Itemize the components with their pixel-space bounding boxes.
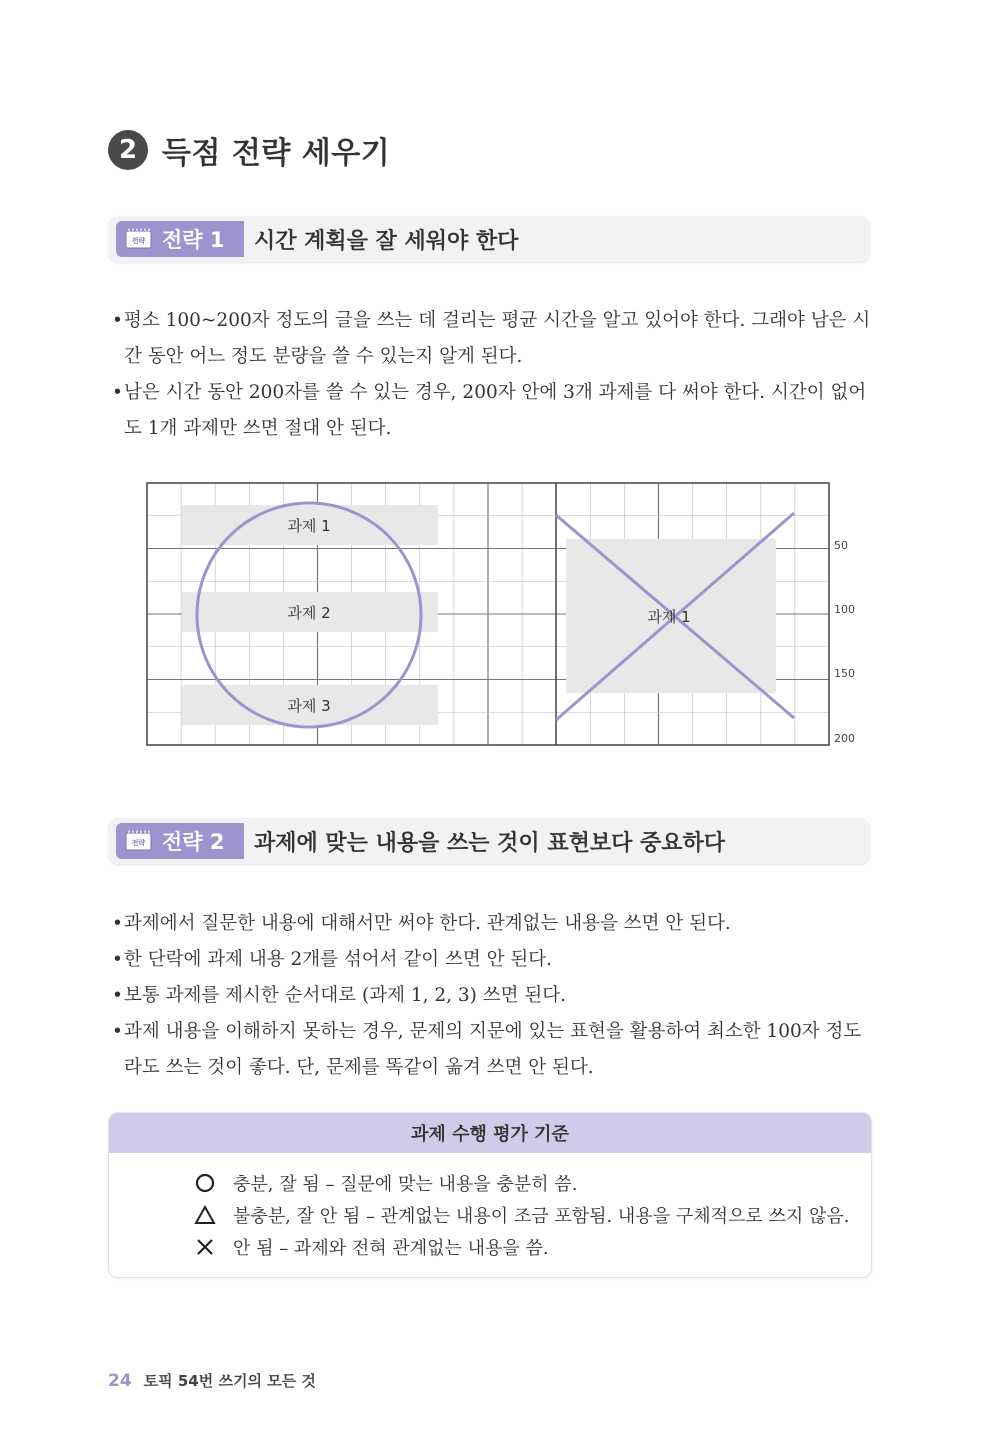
bullet-line: 라도 쓰는 것이 좋다. 단, 문제를 똑같이 옮겨 쓰면 안 된다. xyxy=(124,1057,594,1078)
evaluation-criteria-box xyxy=(108,1112,872,1278)
task-label-right: 과제 1 xyxy=(647,608,691,626)
bullet-item: • 과제에서 질문한 내용에 대해서만 써야 한다. 관계없는 내용을 쓰면 안 된다. xyxy=(112,906,874,942)
criteria-title: 과제 수행 평가 기준 xyxy=(109,1113,871,1153)
criteria-text: 충분, 잘 됨 – 질문에 맞는 내용을 충분히 씀. xyxy=(233,1174,578,1195)
task-label-2: 과제 2 xyxy=(287,604,331,622)
task-label-1: 과제 1 xyxy=(287,517,331,535)
section-heading xyxy=(108,128,390,172)
notebook-icon-label: 전략 xyxy=(131,839,146,847)
strategy-2-tag xyxy=(116,823,244,859)
strategy-1-tag xyxy=(116,221,244,257)
strategy-2-title: 과제에 맞는 내용을 쓰는 것이 표현보다 중요하다 xyxy=(254,830,725,856)
bullet-line: 과제에서 질문한 내용에 대해서만 써야 한다. 관계없는 내용을 쓰면 안 된다. xyxy=(124,913,731,934)
manuscript-grid-diagram xyxy=(146,482,866,748)
criteria-row xyxy=(193,1167,871,1199)
bullet-line: 남은 시간 동안 200자를 쓸 수 있는 경우, 200자 안에 3개 과제를 다 써야 한다. 시간이 없어 xyxy=(124,382,867,403)
bullet-line: 과제 내용을 이해하지 못하는 경우, 문제의 지문에 있는 표현을 활용하여 최소한 100자 정도 xyxy=(124,1021,862,1042)
book-title: 토픽 54번 쓰기의 모든 것 xyxy=(143,1372,316,1390)
criteria-row xyxy=(193,1231,871,1263)
criteria-text: 안 됨 – 과제와 전혀 관계없는 내용을 씀. xyxy=(233,1238,549,1259)
bullet-line: 한 단락에 과제 내용 2개를 섞어서 같이 쓰면 안 된다. xyxy=(124,949,552,970)
bullet-item: • 보통 과제를 제시한 순서대로 (과제 1, 2, 3) 쓰면 된다. xyxy=(112,978,874,1014)
strategy-2-bullets xyxy=(112,906,874,1086)
notebook-icon xyxy=(124,228,154,250)
bullet-item: • 한 단락에 과제 내용 2개를 섞어서 같이 쓰면 안 된다. xyxy=(112,942,874,978)
scale-tick: 50 xyxy=(834,539,848,552)
circle-icon xyxy=(193,1171,217,1195)
strategy-1-tag-label: 전략 1 xyxy=(162,228,225,252)
strategy-1-title: 시간 계획을 잘 세워야 한다 xyxy=(254,228,519,254)
cross-icon xyxy=(193,1235,217,1259)
scale-tick: 100 xyxy=(834,603,855,616)
notebook-icon-label: 전략 xyxy=(131,237,146,245)
criteria-text: 불충분, 잘 안 됨 – 관계없는 내용이 조금 포함됨. 내용을 구체적으로 쓰지 않음. xyxy=(233,1206,850,1227)
section-title: 득점 전략 세우기 xyxy=(162,136,391,171)
bullet-item: • 남은 시간 동안 200자를 쓸 수 있는 경우, 200자 안에 3개 과제를 다 써야 한다. 시간이 없어 도 1개 과제만 쓰면 절대 안 된다. xyxy=(112,375,874,447)
page-footer xyxy=(108,1370,316,1391)
bullet-item: • 과제 내용을 이해하지 못하는 경우, 문제의 지문에 있는 표현을 활용하여 최소한 100자 정도 라도 쓰는 것이 좋다. 단, 문제를 똑같이 옮겨 쓰면 안 된다. xyxy=(112,1014,874,1086)
section-number-badge: 2 xyxy=(108,130,148,170)
bullet-line: 평소 100~200자 정도의 글을 쓰는 데 걸리는 평균 시간을 알고 있어야 한다. 그래야 남은 시 xyxy=(124,310,871,331)
strategy-2-bar xyxy=(108,818,870,864)
strategy-2-tag-label: 전략 2 xyxy=(162,830,225,854)
notebook-icon xyxy=(124,830,154,852)
bullet-line: 도 1개 과제만 쓰면 절대 안 된다. xyxy=(124,418,392,439)
triangle-icon xyxy=(193,1203,217,1227)
bullet-line: 보통 과제를 제시한 순서대로 (과제 1, 2, 3) 쓰면 된다. xyxy=(124,985,566,1006)
scale-tick: 150 xyxy=(834,667,855,680)
scale-tick: 200 xyxy=(834,732,855,745)
bullet-item: • 평소 100~200자 정도의 글을 쓰는 데 걸리는 평균 시간을 알고 있어야 한다. 그래야 남은 시 간 동안 어느 정도 분량을 쓸 수 있는지 알게 된다. xyxy=(112,303,874,375)
page-number: 24 xyxy=(108,1371,132,1391)
task-label-3: 과제 3 xyxy=(287,697,331,715)
strategy-1-bullets xyxy=(112,303,874,447)
criteria-row xyxy=(193,1199,871,1231)
strategy-1-bar xyxy=(108,216,870,262)
bullet-line: 간 동안 어느 정도 분량을 쓸 수 있는지 알게 된다. xyxy=(124,346,523,367)
